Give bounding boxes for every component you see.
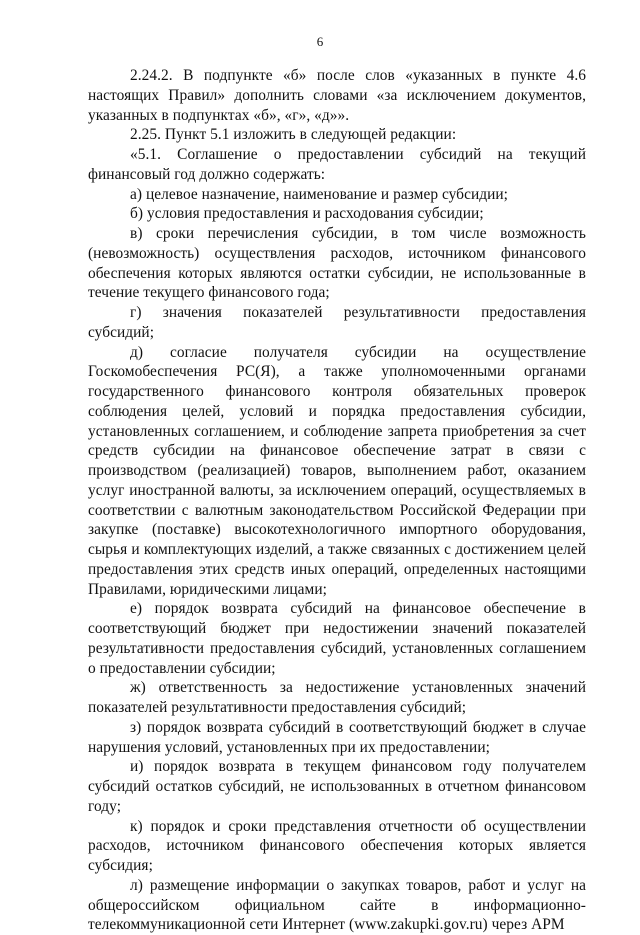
document-body [88,66,586,935]
list-item-zh: ж) ответственность за недостижение установленных значений показателей результативности предоставления субсидий; [88,679,586,716]
list-item-v: в) сроки перечисления субсидии, в том числе возможность (невозможность) осуществления расходов, источником финансового обеспечения которых являются остатки субсидии, не использованные в течение текущего финансового года; [88,225,586,302]
paragraph-2-24-2: 2.24.2. В подпункте «б» после слов «указанных в пункте 4.6 настоящих Правил» дополнить словами «за исключением документов, указанных в подпунктах «б», «г», «д»». [88,67,586,124]
list-item-l: л) размещение информации о закупках товаров, работ и услуг на общероссийском официальном сайте в информационно-телекоммуникационной сети Интернет (www.zakupki.gov.ru) через АРМ [88,876,586,934]
paragraph-5-1: «5.1. Соглашение о предоставлении субсидий на текущий финансовый год должно содержать: [88,146,586,183]
list-item-k: к) порядок и сроки представления отчетности об осуществлении расходов, источником финансового обеспечения которых является субсидия; [88,817,586,874]
list-item-d: д) согласие получателя субсидии на осуществление Госкомобеспечения РС(Я), а также уполномоченными органами государственного финансового контроля обязательных проверок соблюдения целей, условий и порядка предоставления субсидии, установленных соглашением, и соблюдение запрета приобретения за счет средств субсидии на финансовое обеспечение затрат в связи с производством (реализацией) товаров, выполнением работ, оказанием услуг иностранной валюты, за исключением операций, осуществляемых в соответствии с валютным законодательством Российской Федерации при закупке (поставке) высокотехнологичного импортного оборудования, сырья и комплектующих изделий, а также связанных с достижением целей предоставления этих средств иных операций, определенных настоящими Правилами, юридическими лицами; [88,343,586,598]
list-item-z: з) порядок возврата субсидий в соответствующий бюджет в случае нарушения условий, установленных при их предоставлении; [88,718,586,756]
list-item-e: е) порядок возврата субсидий на финансовое обеспечение в соответствующий бюджет при недостижении значений показателей результативности предоставления субсидий, установленных соглашением о предоставлении субсидии; [88,600,586,677]
list-item-i: и) порядок возврата в текущем финансовом году получателем субсидий остатков субсидий, не использованных в отчетном финансовом году; [88,758,586,815]
paragraph-2-25: 2.25. Пункт 5.1 изложить в следующей редакции: [130,126,457,144]
list-item-b: б) условия предоставления и расходования субсидии; [130,205,484,223]
list-item-g: г) значения показателей результативности предоставления субсидий; [88,304,586,341]
list-item-a: а) целевое назначение, наименование и размер субсидии; [130,185,509,203]
page-number: 6 [316,34,324,49]
